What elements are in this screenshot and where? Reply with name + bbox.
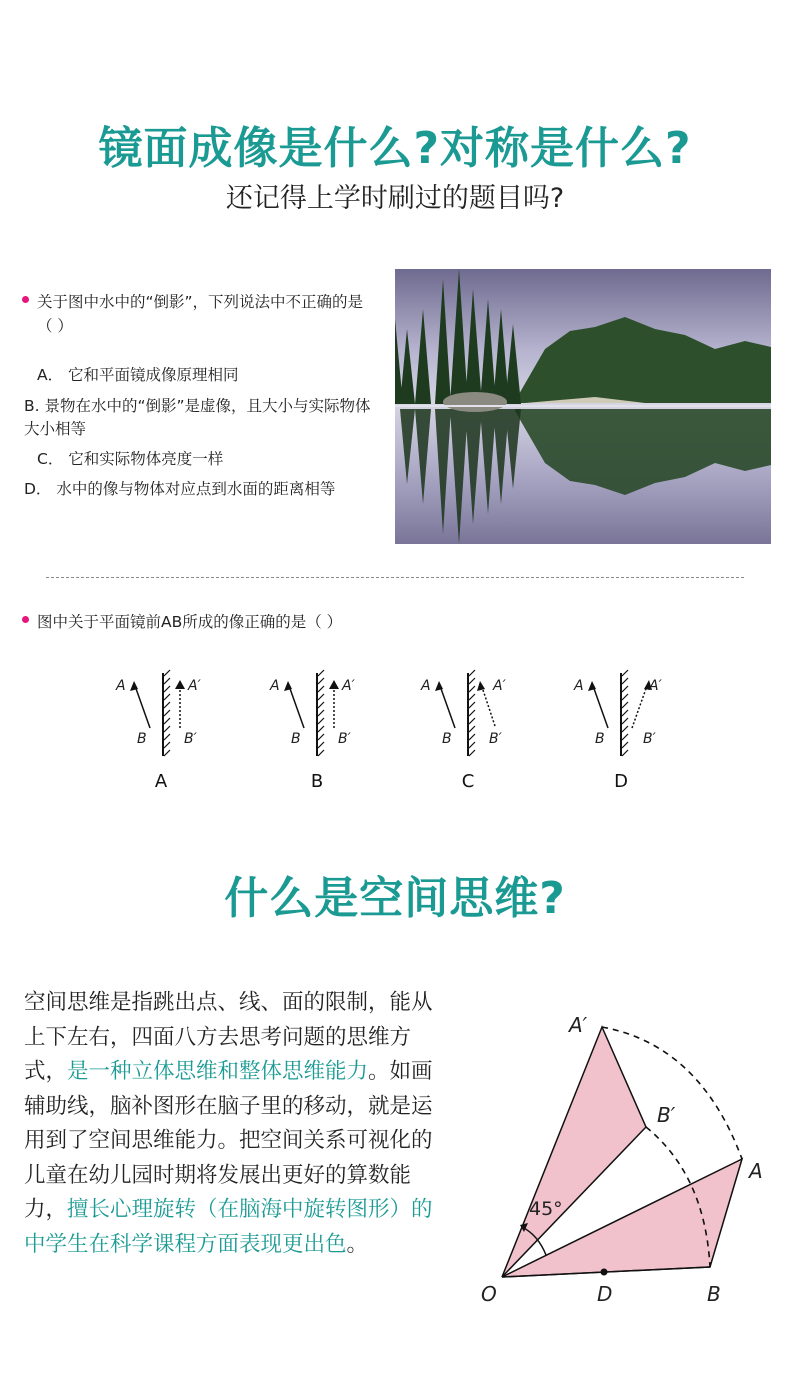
diagram-b-label-a-prime: A′ xyxy=(342,678,355,694)
diagram-c-label-b-prime: B′ xyxy=(489,731,502,747)
diagram-d-label-b-prime: B′ xyxy=(643,731,656,747)
question1-option-b: B. 景物在水中的“倒影”是虚像，且大小与实际物体大小相等 xyxy=(24,397,371,438)
rotation-diagram xyxy=(470,1005,770,1315)
point-d-label: D xyxy=(597,1282,613,1306)
diagram-b-label-b: B xyxy=(291,731,301,747)
choice-d-label: D xyxy=(614,771,628,792)
diagram-d-label-a-prime: A′ xyxy=(649,678,662,694)
diagram-a-label-a-prime: A′ xyxy=(188,678,201,694)
section-divider xyxy=(46,577,744,578)
section-title: 什么是空间思维? xyxy=(224,873,566,924)
para-text: 。如画辅助线，脑补图形在脑子里的移动，就是运用到了空间思维能力。把空间关系可视化的儿童在幼儿园时期将发展出更好的算数能力， xyxy=(24,1059,433,1222)
question1-option-d: D． 水中的像与物体对应点到水面的距离相等 xyxy=(24,480,336,498)
diagram-d-label-a: A xyxy=(574,678,584,694)
diagram-b-label-b-prime: B′ xyxy=(338,731,351,747)
point-b-prime-label: B′ xyxy=(657,1103,676,1127)
lake-reflection-photo xyxy=(395,269,771,544)
diagram-c-label-b: B xyxy=(442,731,452,747)
diagram-b-label-a: A xyxy=(270,678,280,694)
point-b-label: B xyxy=(707,1282,721,1306)
point-a-label: A xyxy=(749,1159,763,1183)
point-a-prime-label: A′ xyxy=(569,1013,588,1037)
diagram-a-label-b-prime: B′ xyxy=(184,731,197,747)
question2-prompt: 图中关于平面镜前AB所成的像正确的是（ ） xyxy=(37,613,343,631)
question1-option-c: C． 它和实际物体亮度一样 xyxy=(37,450,224,468)
diagram-d-label-b: B xyxy=(595,731,605,747)
diagram-c-label-a: A xyxy=(421,678,431,694)
diagram-c-label-a-prime: A′ xyxy=(493,678,506,694)
para-text: 空间思维是指跳出点、线、面的限制，能从上下左右，四面八方去思考问题的思维方式， xyxy=(24,990,433,1084)
choice-a-label: A xyxy=(154,771,168,792)
choice-b-label: B xyxy=(310,771,324,792)
diagram-a-label-b: B xyxy=(137,731,147,747)
choice-c-label: C xyxy=(461,771,475,792)
spatial-thinking-paragraph xyxy=(24,986,444,1262)
page-title: 镜面成像是什么?对称是什么? xyxy=(98,123,692,174)
question1-option-a: A． 它和平面镜成像原理相同 xyxy=(37,366,239,384)
bullet-dot xyxy=(22,296,29,303)
para-highlight: 擅长心理旋转（在脑海中旋转图形）的中学生在科学课程方面表现更出色 xyxy=(24,1197,433,1257)
page-subtitle: 还记得上学时刷过的题目吗? xyxy=(225,183,565,214)
para-highlight: 是一种立体思维和整体思维能力 xyxy=(67,1059,369,1084)
bullet-dot xyxy=(22,616,29,623)
para-text: 。 xyxy=(346,1231,369,1257)
point-o-label: O xyxy=(481,1282,497,1306)
diagram-a-label-a: A xyxy=(116,678,126,694)
angle-label: 45° xyxy=(529,1198,563,1220)
question1-prompt: 关于图中水中的“倒影”，下列说法中不正确的是（ ） xyxy=(37,293,364,335)
